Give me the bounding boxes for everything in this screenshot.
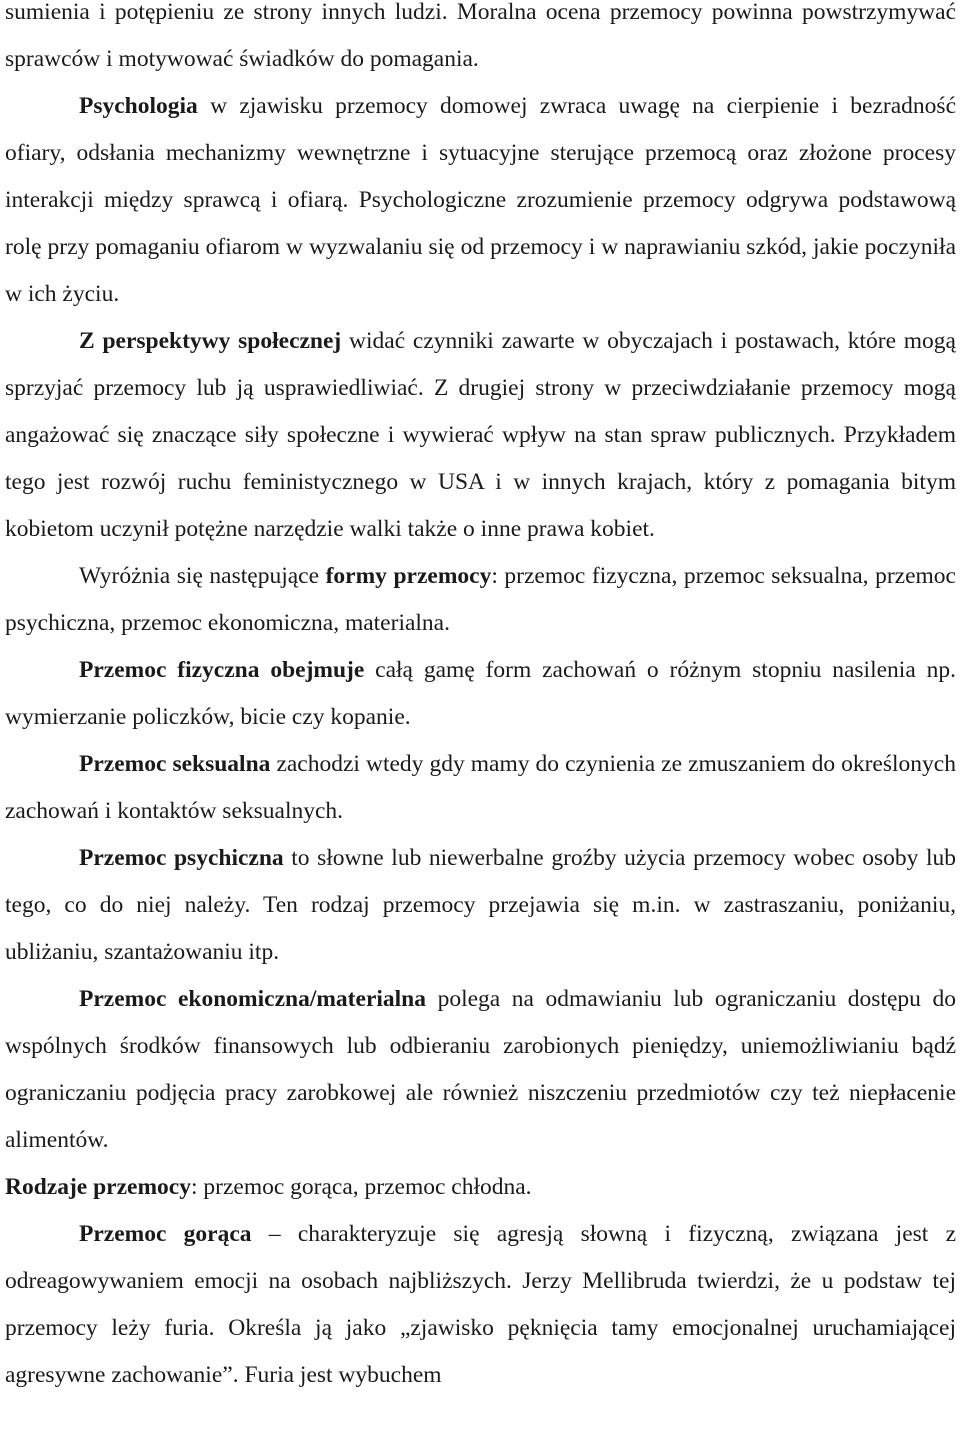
paragraph-sexual-violence: [5, 741, 956, 835]
paragraph-text: Wyróżnia się następujące: [79, 563, 326, 589]
paragraph-forms-of-violence: [5, 553, 956, 647]
paragraph-text: to słowne lub niewerbalne groźby użycia przemocy wobec osoby lub tego, co do niej należy. Ten rodzaj przemocy przejawia się m.in. w zastraszaniu, poniżaniu, ubliżaniu, szantażowaniu itp.: [5, 845, 956, 965]
term-psychological-violence: Przemoc psychiczna: [79, 845, 284, 871]
paragraph-social-perspective: [5, 318, 956, 553]
paragraph-text: zachodzi wtedy gdy mamy do czynienia ze zmuszaniem do określonych zachowań i kontaktów seksualnych.: [5, 751, 956, 824]
paragraph-text: sumienia i potępieniu ze strony innych ludzi. Moralna ocena przemocy powinna powstrzymywać sprawców i motywować świadków do pomagania.: [5, 0, 956, 72]
term-physical-violence: Przemoc fizyczna obejmuje: [79, 657, 365, 683]
paragraph-economic-violence: [5, 976, 956, 1164]
paragraph-text: polega na odmawianiu lub ograniczaniu dostępu do wspólnych środków finansowych lub odbieraniu zarobionych pieniędzy, uniemożliwianiu bądź ograniczaniu podjęcia pracy zarobkowej ale również niszczeniu przedmiotów czy też niepłacenie alimentów.: [5, 986, 956, 1153]
paragraph-psychology: [5, 83, 956, 318]
paragraph-text: całą gamę form zachowań o różnym stopniu nasilenia np. wymierzanie policzków, bicie czy kopanie.: [5, 657, 956, 730]
term-forms-of-violence: formy przemocy: [325, 563, 492, 589]
paragraph-text: : przemoc gorąca, przemoc chłodna.: [190, 1174, 532, 1200]
term-types-of-violence: Rodzaje przemocy: [5, 1174, 191, 1200]
paragraph-types-of-violence: [5, 1164, 956, 1211]
paragraph-text: widać czynniki zawarte w obyczajach i postawach, które mogą sprzyjać przemocy lub ją usprawiedliwiać. Z drugiej strony w przeciwdziałanie przemocy mogą angażować się znaczące siły społeczne i wywierać wpływ na stan spraw publicznych. Przykładem tego jest rozwój ruchu feministycznego w USA i w innych krajach, który z pomagania bitym kobietom uczynił potężne narzędzie walki także o inne prawa kobiet.: [5, 328, 956, 542]
paragraph-hot-violence: [5, 1211, 956, 1399]
term-sexual-violence: Przemoc seksualna: [79, 751, 271, 777]
term-psychologia: Psychologia: [79, 93, 198, 119]
paragraph-psychological-violence: [5, 835, 956, 976]
paragraph-text: : przemoc fizyczna, przemoc seksualna, przemoc psychiczna, przemoc ekonomiczna, materialna.: [5, 563, 956, 636]
paragraph-moral-assessment: [5, 0, 956, 83]
document-page: [5, 0, 956, 1399]
paragraph-text: w zjawisku przemocy domowej zwraca uwagę na cierpienie i bezradność ofiary, odsłania mechanizmy wewnętrzne i sytuacyjne sterujące przemocą oraz złożone procesy interakcji między sprawcą i ofiarą. Psychologiczne zrozumienie przemocy odgrywa podstawową rolę przy pomaganiu ofiarom w wyzwalaniu się od przemocy i w naprawianiu szkód, jakie poczyniła w ich życiu.: [5, 93, 956, 307]
term-economic-violence: Przemoc ekonomiczna/materialna: [79, 986, 426, 1012]
paragraph-physical-violence: [5, 647, 956, 741]
term-hot-violence: Przemoc gorąca: [79, 1221, 252, 1247]
term-social-perspective: Z perspektywy społecznej: [79, 328, 342, 354]
paragraph-text: – charakteryzuje się agresją słowną i fizyczną, związana jest z odreagowywaniem emocji na osobach najbliższych. Jerzy Mellibruda twierdzi, że u podstaw tej przemocy leży furia. Określa ją jako „zjawisko pęknięcia tamy emocjonalnej uruchamiającej agresywne zachowanie”. Furia jest wybuchem: [5, 1221, 956, 1388]
